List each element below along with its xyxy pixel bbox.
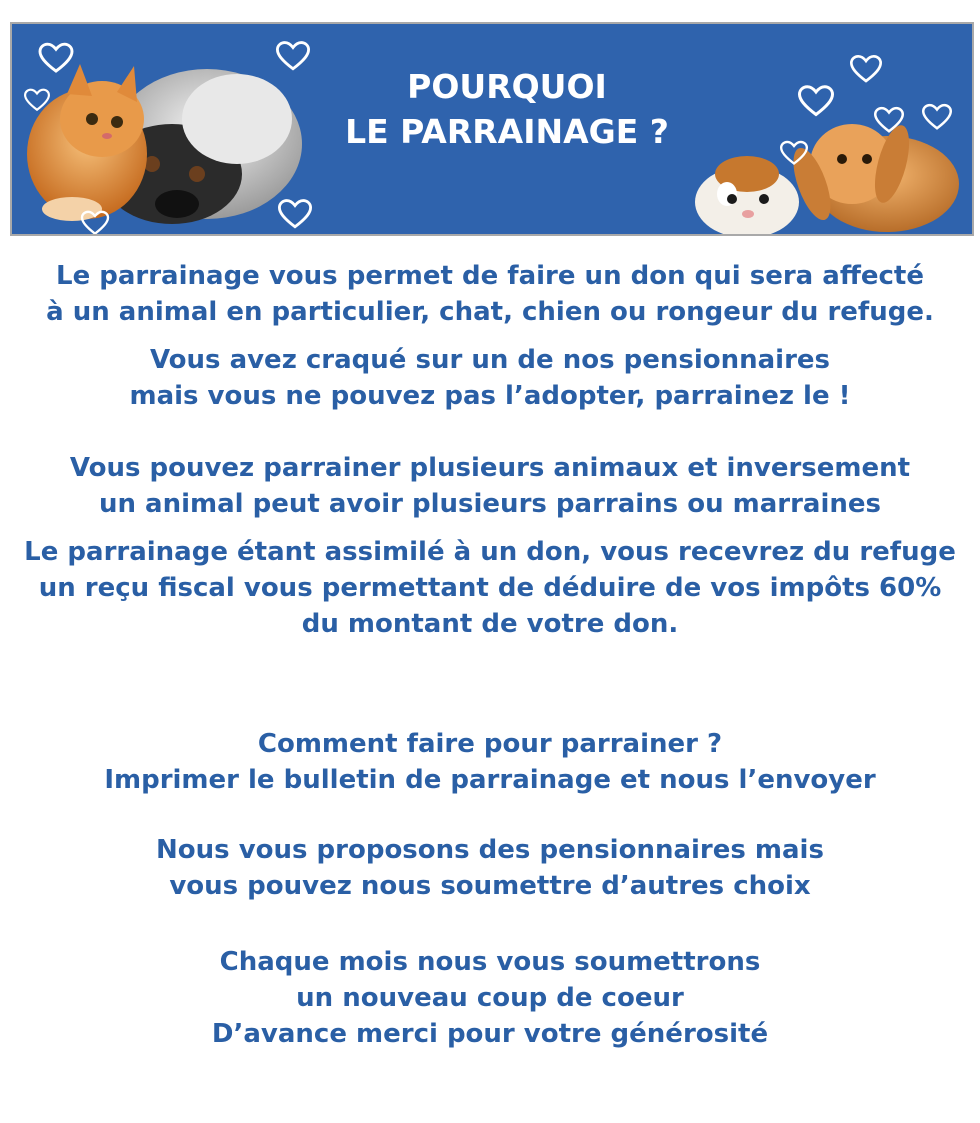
paragraph-how-to (0, 726, 980, 798)
text-line: Imprimer le bulletin de parrainage et nous l’envoyer (104, 765, 876, 795)
text-line: un animal peut avoir plusieurs parrains ou marraines (98, 489, 881, 519)
paragraph-tax (0, 534, 980, 642)
text-line: un nouveau coup de coeur (296, 983, 684, 1013)
paragraph-choices (0, 832, 980, 904)
heart-icon (850, 51, 882, 87)
text-line: vous pouvez nous soumettre d’autres choix (169, 871, 811, 901)
heart-icon (278, 196, 312, 232)
heart-icon (922, 102, 952, 132)
text-line: mais vous ne pouvez pas l’adopter, parrainez le ! (129, 381, 851, 411)
text-line: Comment faire pour parrainer ? (257, 729, 723, 759)
text-line: D’avance merci pour votre générosité (211, 1019, 769, 1049)
text-line: à un animal en particulier, chat, chien ou rongeur du refuge. (46, 297, 934, 327)
heart-icon (79, 210, 111, 236)
text-line: Le parrainage étant assimilé à un don, vous recevrez du refuge (24, 537, 956, 567)
paragraph-adopt (0, 342, 980, 414)
banner-title-line: POURQUOI (407, 67, 607, 106)
banner-title (267, 64, 747, 154)
heart-icon (38, 42, 74, 74)
text-line: du montant de votre don. (301, 609, 679, 639)
paragraph-multiple (0, 450, 980, 522)
heart-icon (798, 82, 834, 120)
header-banner (10, 22, 974, 236)
heart-icon (874, 106, 904, 134)
text-line: Le parrainage vous permet de faire un don qui sera affecté (56, 261, 924, 291)
text-line: un reçu fiscal vous permettant de déduire de vos impôts 60% (38, 573, 942, 603)
text-line: Vous pouvez parrainer plusieurs animaux et inversement (69, 453, 911, 483)
heart-icon (780, 140, 808, 166)
text-line: Chaque mois nous vous soumettrons (219, 947, 761, 977)
text-line: Nous vous proposons des pensionnaires mais (156, 835, 824, 865)
paragraph-intro (0, 258, 980, 330)
text-line: Vous avez craqué sur un de nos pensionnaires (149, 345, 831, 375)
banner-title-line: LE PARRAINAGE ? (345, 112, 669, 151)
heart-icon (24, 88, 50, 112)
paragraph-monthly (0, 944, 980, 1052)
